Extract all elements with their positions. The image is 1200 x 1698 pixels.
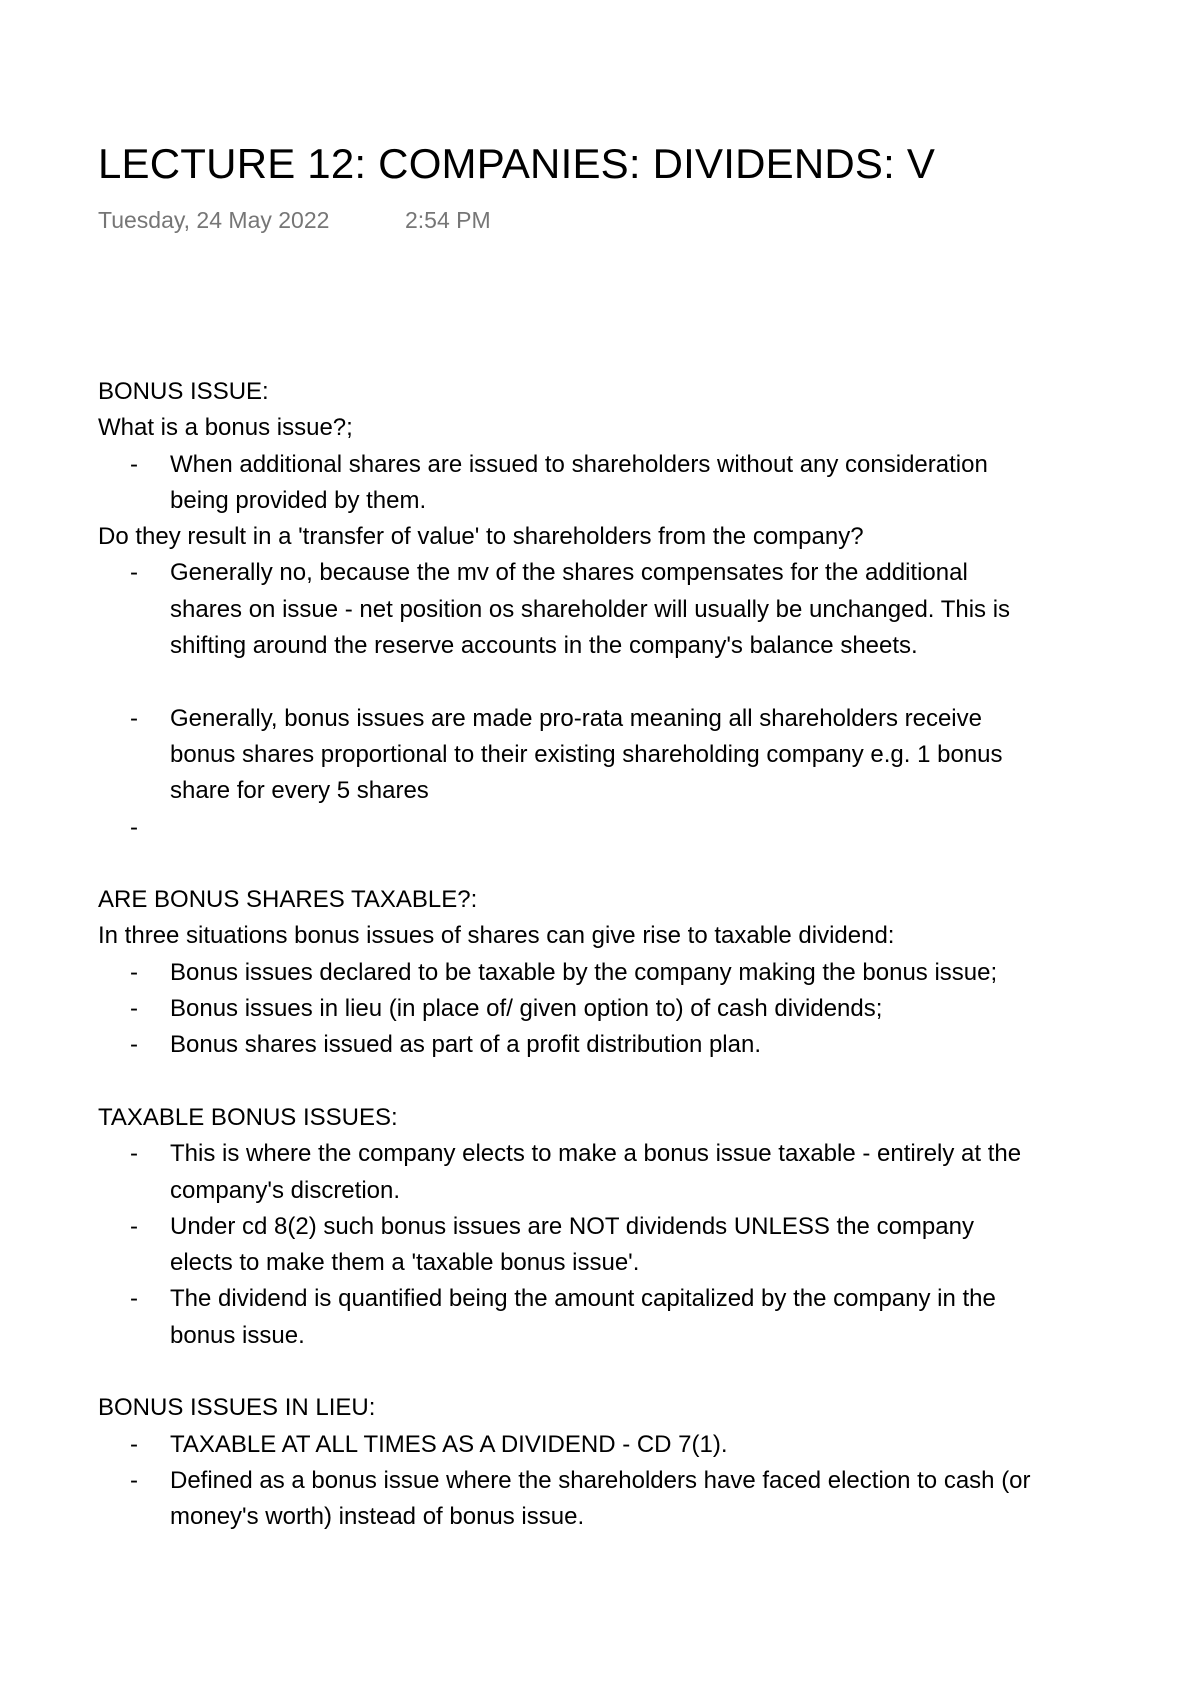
bullet-dash: - [130,704,138,732]
spacer [98,664,1038,700]
bullet-item [98,1427,1038,1463]
bullet-item [98,447,1038,520]
bullet-dash: - [130,1285,138,1313]
section-intro: In three situations bonus issues of shares can give rise to taxable dividend: [98,922,895,950]
bullet-text: Defined as a bonus issue where the shareholders have faced election to cash (or money's worth) instead of bonus issue. [170,1466,1031,1531]
bullet-item [98,555,1038,664]
spacer [98,846,1038,882]
spacer [98,1064,1038,1100]
bullet-text: This is where the company elects to make a bonus issue taxable - entirely at the company's discretion. [170,1140,1022,1204]
bullet-dash: - [130,1430,138,1458]
bullet-text: TAXABLE AT ALL TIMES AS A DIVIDEND - CD 7(1). [170,1430,728,1458]
empty-bullet-item [98,810,1038,846]
bullet-dash: - [130,1212,138,1240]
bullet-item [98,1027,1038,1063]
bullet-dash: - [130,1140,138,1168]
bullet-item [98,955,1038,991]
bullet-item [98,1209,1038,1282]
bullet-text: Generally, bonus issues are made pro-rata meaning all shareholders receive bonus shares proportional to their existing shareholding company e.g. 1 bonus share for every 5 shares [170,704,1003,805]
bullet-text: Bonus issues in lieu (in place of/ given option to) of cash dividends; [170,995,883,1023]
bullet-item [98,1281,1038,1354]
bullet-item [98,1136,1038,1209]
bullet-dash: - [130,958,138,986]
note-body [98,374,1038,1536]
bullet-text: When additional shares are issued to shareholders without any consideration being provided by them. [170,450,988,514]
section-heading-taxable-bonus-issues: TAXABLE BONUS ISSUES: [98,1103,398,1131]
spacer [98,1354,1038,1390]
question-what-is-bonus-issue: What is a bonus issue?; [98,414,353,442]
bullet-item [98,701,1038,810]
bullet-item [98,1463,1038,1536]
bullet-text: Bonus issues declared to be taxable by the company making the bonus issue; [170,958,998,986]
page-title: LECTURE 12: COMPANIES: DIVIDENDS: V [98,140,936,187]
bullet-dash: - [130,1031,138,1059]
bullet-dash: - [130,450,138,478]
section-heading-bonus-issues-in-lieu: BONUS ISSUES IN LIEU: [98,1394,376,1422]
note-date: Tuesday, 24 May 2022 [98,207,330,233]
note-time: 2:54 PM [405,207,491,233]
bullet-dash: - [130,559,138,587]
bullet-text: Bonus shares issued as part of a profit distribution plan. [170,1031,761,1059]
bullet-text: Generally no, because the mv of the shares compensates for the additional shares on issue - net position os shareholder will usually be unchanged. This is shifting around the reserve accounts in the company's balance sheets. [170,559,1011,660]
page-bottom-margin [0,1590,1200,1698]
bullet-text: Under cd 8(2) such bonus issues are NOT dividends UNLESS the company elects to make them a 'taxable bonus issue'. [170,1212,974,1277]
section-heading-bonus-issue: BONUS ISSUE: [98,378,269,405]
bullet-dash: - [130,1466,138,1494]
bullet-dash: - [130,813,138,841]
question-transfer-of-value: Do they result in a 'transfer of value' to shareholders from the company? [98,523,864,551]
bullet-item [98,991,1038,1027]
section-heading-are-bonus-shares-taxable: ARE BONUS SHARES TAXABLE?: [98,886,478,914]
bullet-dash: - [130,995,138,1023]
bullet-text: The dividend is quantified being the amount capitalized by the company in the bonus issue. [170,1285,996,1349]
